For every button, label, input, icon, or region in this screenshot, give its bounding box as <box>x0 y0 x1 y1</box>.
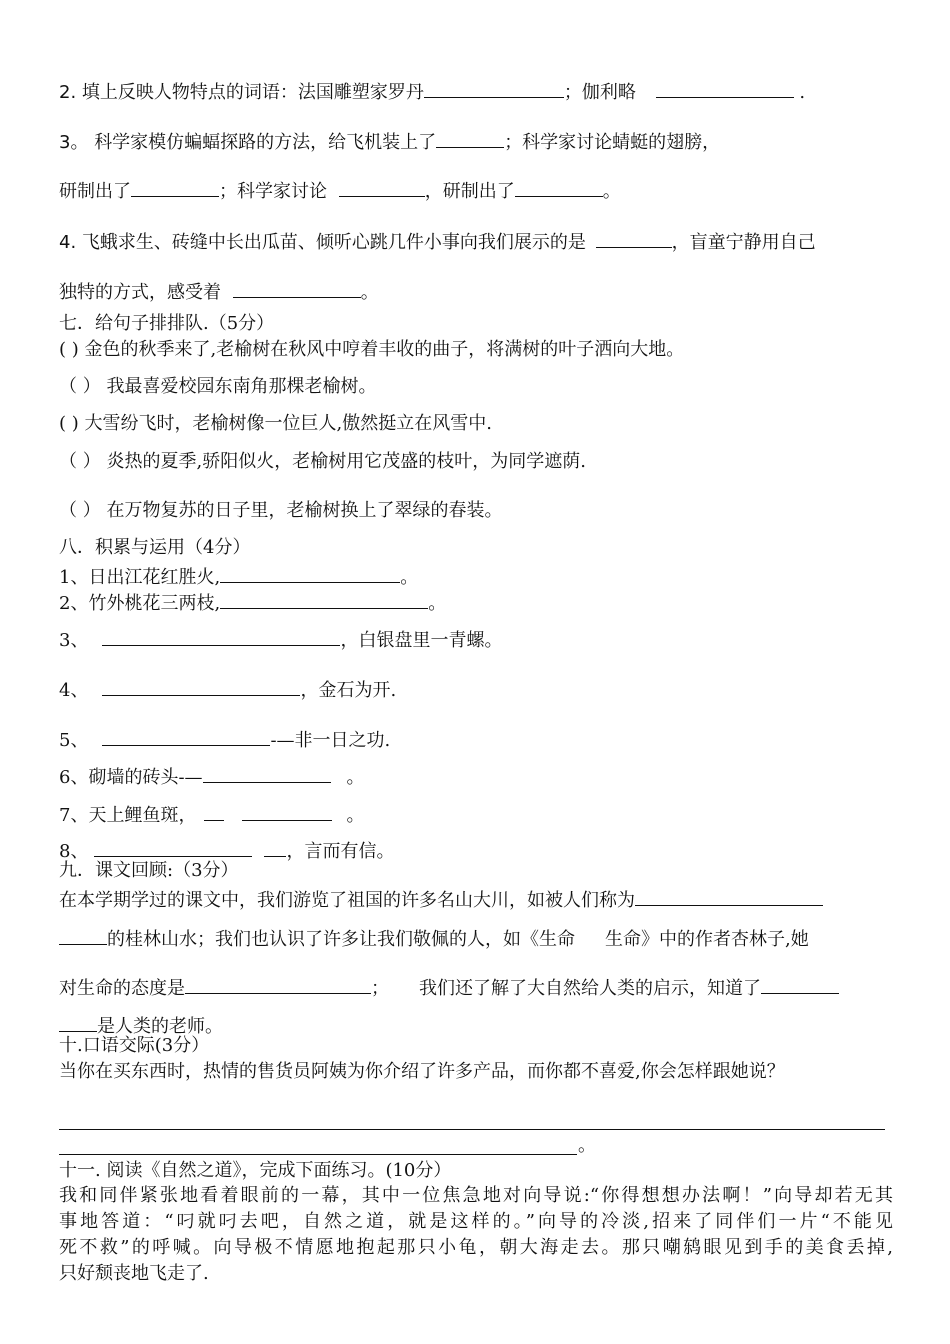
paragraph-text: 对生命的态度是 <box>59 978 185 999</box>
question-6-3-cont <box>59 177 621 203</box>
answer-blank[interactable] <box>220 589 428 609</box>
paragraph-text: 在本学期学过的课文中，我们游览了祖国的许多名山大川，如被人们称为 <box>59 890 635 911</box>
answer-blank[interactable] <box>424 78 564 98</box>
paragraph-line <box>59 974 839 1000</box>
question-text: ；伽利略 <box>563 82 636 103</box>
item-text: -—非一日之功. <box>270 730 391 751</box>
question-text: 。 <box>602 181 621 202</box>
answer-blank[interactable] <box>436 128 504 148</box>
answer-blank[interactable] <box>264 837 286 857</box>
answer-blank[interactable] <box>94 837 252 857</box>
answer-blank[interactable] <box>59 1012 97 1032</box>
reading-text: 死不救”的呼喊。向导极不情愿地抱起那只小龟，朝大海走去。那只嘲鸫眼见到手的美食丢掉, <box>59 1237 893 1258</box>
answer-line[interactable] <box>59 1154 577 1155</box>
answer-blank[interactable] <box>185 974 371 994</box>
answer-blank[interactable] <box>242 801 332 821</box>
section-9-title: 九．课文回顾:（3分） <box>59 860 239 881</box>
answer-blank[interactable] <box>596 228 672 248</box>
section-10-title: 十.口语交际(3分） <box>59 1035 210 1056</box>
list-item <box>59 413 492 435</box>
item-text: 。 <box>428 593 447 614</box>
question-6-4-cont <box>59 278 379 304</box>
order-bracket[interactable]: （ ） <box>59 451 101 472</box>
item-text: 。 <box>400 567 419 588</box>
answer-blank[interactable] <box>102 726 270 746</box>
question-text: ，盲童宁静用自己 <box>671 232 816 253</box>
item-text: ，白银盘里一青螺。 <box>340 630 503 651</box>
item-text: 日出江花红胜火, <box>88 567 221 588</box>
item-text: ，言而有信。 <box>286 841 395 862</box>
question-number: 2. <box>59 82 77 103</box>
sentence-text: 我最喜爱校园东南角那棵老榆树。 <box>106 376 377 397</box>
question-number: 3。 <box>59 132 89 153</box>
answer-blank[interactable] <box>761 974 839 994</box>
question-text: 当你在买东西时，热情的售货员阿姨为你介绍了许多产品，而你都不喜爱,你会怎样跟她说？ <box>59 1061 785 1082</box>
question-text: 。 <box>360 282 379 303</box>
item-text: 天上鲤鱼斑， <box>88 805 197 826</box>
item-number: 3、 <box>59 630 89 651</box>
sentence-text: 在万物复苏的日子里，老榆树换上了翠绿的春装。 <box>106 500 503 521</box>
paragraph-text: 是人类的老师。 <box>97 1016 223 1037</box>
item-text: 。 <box>346 767 365 788</box>
answer-blank[interactable] <box>220 563 400 583</box>
list-item <box>59 726 390 752</box>
answer-blank[interactable] <box>59 925 107 945</box>
question-text: 飞蛾求生、砖缝中长出瓜苗、倾听心跳几件小事向我们展示的是 <box>81 232 586 253</box>
list-item <box>59 563 418 589</box>
section-11-title: 十一. 阅读《自然之道》，完成下面练习。(10分） <box>59 1160 452 1181</box>
question-number: 4. <box>59 232 77 253</box>
list-item <box>59 801 364 827</box>
list-item <box>59 339 684 361</box>
answer-blank[interactable] <box>203 763 331 783</box>
item-text: ，金石为开. <box>300 680 397 701</box>
list-item <box>59 589 446 615</box>
list-item <box>59 376 376 398</box>
item-number: 4、 <box>59 680 89 701</box>
answer-blank[interactable] <box>204 801 224 821</box>
item-number: 6、 <box>59 767 89 788</box>
question-text: 研制出了 <box>59 181 131 202</box>
sentence-text: 炎热的夏季,骄阳似火，老榆树用它茂盛的枝叶，为同学遮荫. <box>106 451 586 472</box>
list-item <box>59 763 365 789</box>
reading-line <box>59 1211 893 1233</box>
answer-blank[interactable] <box>233 278 361 298</box>
list-item <box>59 451 586 473</box>
question-text: ；科学家讨论 <box>219 181 327 202</box>
item-number: 5、 <box>59 730 89 751</box>
list-item <box>59 500 502 522</box>
answer-blank[interactable] <box>339 177 425 197</box>
question-text: 独特的方式，感受着 <box>59 282 221 303</box>
paragraph-text: 我们还了解了大自然给人类的启示，知道了 <box>419 978 761 999</box>
reading-text: 我和同伴紧张地看着眼前的一幕，其中一位焦急地对向导说:“你得想想办法啊！”向导却若无其 <box>59 1185 893 1206</box>
item-number: 2、 <box>59 593 89 614</box>
sentence-end: 。 <box>578 1135 596 1156</box>
item-number: 7、 <box>59 805 89 826</box>
reading-text: 事地答道：“叼就叼去吧，自然之道，就是这样的。”向导的冷淡,招来了同伴们一片“不能见 <box>59 1211 893 1232</box>
answer-blank[interactable] <box>102 626 340 646</box>
paragraph-line <box>59 925 809 951</box>
question-6-4 <box>59 228 816 254</box>
reading-line <box>59 1185 893 1207</box>
paragraph-line <box>59 886 823 912</box>
item-number: 8、 <box>59 841 89 862</box>
reading-line <box>59 1263 209 1285</box>
answer-line[interactable] <box>59 1129 885 1130</box>
section-8-title: 八．积累与运用（4分） <box>59 537 251 558</box>
paragraph-text: ； <box>371 978 389 999</box>
sentence-text: 金色的秋季来了,老榆树在秋风中哼着丰收的曲子，将满树的叶子洒向大地。 <box>84 339 685 360</box>
question-text: 科学家模仿蝙蝠探路的方法，给飞机装上了 <box>94 132 437 153</box>
order-bracket[interactable]: ( ) <box>59 413 79 434</box>
order-bracket[interactable]: ( ) <box>59 339 79 360</box>
list-item <box>59 676 396 702</box>
sentence-text: 大雪纷飞时，老榆树像一位巨人,傲然挺立在风雪中. <box>84 413 492 434</box>
list-item <box>59 626 502 652</box>
order-bracket[interactable]: （ ） <box>59 376 101 397</box>
question-text: . <box>799 82 806 103</box>
item-text: 砌墙的砖头-— <box>88 767 203 788</box>
question-text: ，研制出了 <box>424 181 515 202</box>
item-number: 1、 <box>59 567 89 588</box>
paragraph-text: 生命》中的作者杏林子,她 <box>605 929 809 950</box>
answer-blank[interactable] <box>656 78 794 98</box>
section-7-title: 七．给句子排排队.（5分） <box>59 313 275 334</box>
item-text: 。 <box>346 805 365 826</box>
question-6-3 <box>59 128 720 154</box>
question-6-2 <box>59 78 805 104</box>
paragraph-text: 的桂林山水；我们也认识了许多让我们敬佩的人，如《生命 <box>107 929 575 950</box>
order-bracket[interactable]: （ ） <box>59 500 101 521</box>
answer-blank[interactable] <box>102 676 300 696</box>
answer-blank[interactable] <box>515 177 603 197</box>
question-text: 填上反映人物特点的词语：法国雕塑家罗丹 <box>81 82 424 103</box>
reading-text: 只好颓丧地飞走了. <box>59 1263 209 1284</box>
reading-line <box>59 1237 893 1259</box>
answer-blank[interactable] <box>635 886 823 906</box>
question-text: ；科学家讨论蜻蜓的翅膀， <box>504 132 721 153</box>
item-text: 竹外桃花三两枝, <box>88 593 221 614</box>
answer-blank[interactable] <box>131 177 219 197</box>
